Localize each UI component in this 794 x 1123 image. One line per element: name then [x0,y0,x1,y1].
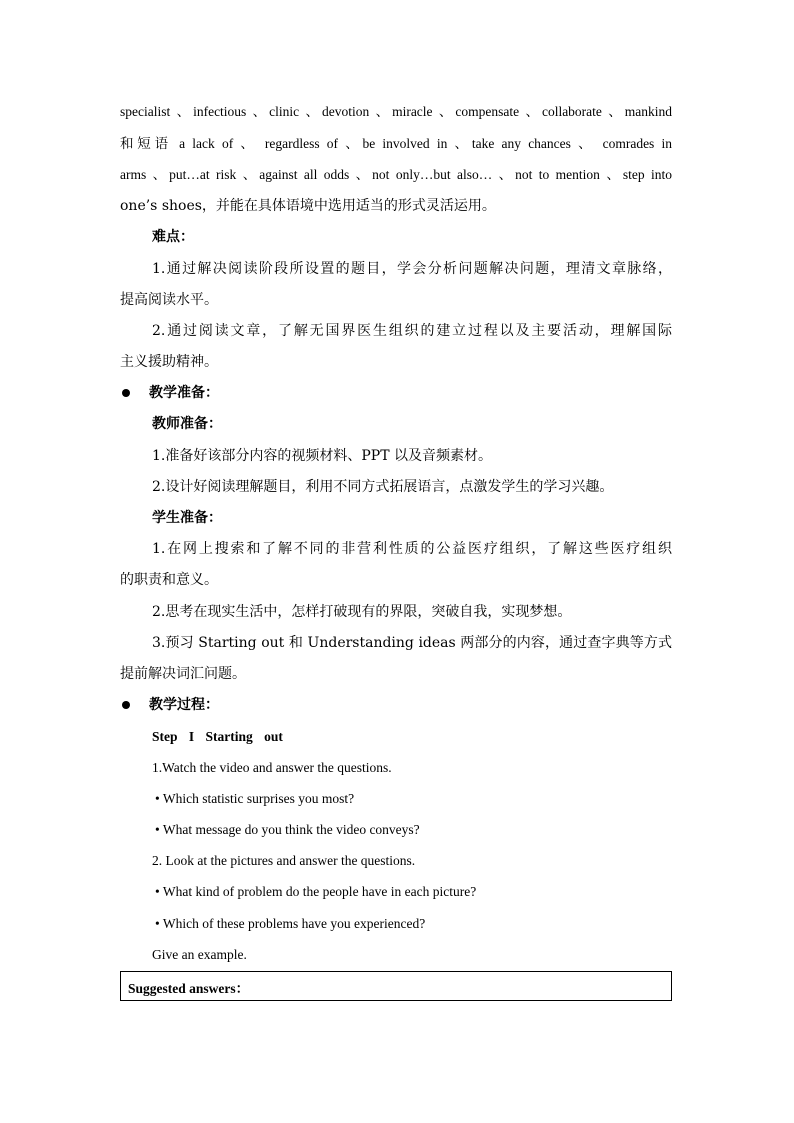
student-prep-heading: 学生准备： [152,510,222,526]
bullet-icon [122,701,130,709]
bullet-icon [122,389,130,397]
task-2-question-3: Give an example. [152,947,247,962]
task-1: 1.Watch the video and answer the questions. [152,760,392,775]
difficulty-1-line-2: 提高阅读水平。 [120,292,218,308]
student-prep-item-1-line-2: 的职责和意义。 [120,572,218,588]
difficulty-1-line-1: 1.通过解决阅读阶段所设置的题目，学会分析问题解决问题，理清文章脉络， [152,261,672,277]
vocab-line-3: arms 、put…at risk 、against all odds 、not only…but also… 、not to mention 、step into [120,167,672,182]
suggested-answers-label: Suggested answers： [128,981,250,996]
student-prep-item-2: 2.思考在现实生活中，怎样打破现有的界限，突破自我，实现梦想。 [152,604,572,620]
student-prep-item-1-line-1: 1.在网上搜索和了解不同的非营利性质的公益医疗组织，了解这些医疗组织 [152,541,672,557]
task-2: 2. Look at the pictures and answer the questions. [152,853,416,868]
difficulty-2-line-2: 主义援助精神。 [120,354,218,370]
step-title: Step I Starting out [152,729,283,744]
difficulty-2-line-1: 2.通过阅读文章，了解无国界医生组织的建立过程以及主要活动，理解国际 [152,323,672,339]
vocab-line-2: 和短语 a lack of 、 regardless of 、be involved in 、take any chances 、 comrades in [120,136,672,151]
teacher-prep-item-1: 1.准备好该部分内容的视频材料、PPT 以及音频素材。 [152,448,492,464]
difficulties-heading: 难点： [152,229,194,245]
teacher-prep-heading: 教师准备： [152,416,222,432]
teacher-prep-item-2: 2.设计好阅读理解题目，利用不同方式拓展语言，点激发学生的学习兴趣。 [152,479,614,495]
process-heading: 教学过程： [149,697,219,713]
suggested-answers-box [120,971,672,1001]
vocab-line-4: one’s shoes，并能在具体语境中选用适当的形式灵活运用。 [120,198,496,214]
student-prep-item-3-line-1: 3.预习 Starting out 和 Understanding ideas 两部分的内容，通过查字典等方式 [152,635,672,651]
task-1-question-2: • What message do you think the video conveys? [155,822,420,837]
task-2-question-2: • Which of these problems have you experienced? [155,916,426,931]
task-1-question-1: • Which statistic surprises you most? [155,791,355,806]
task-2-question-1: • What kind of problem do the people have in each picture? [155,884,477,899]
preparation-heading: 教学准备： [149,385,219,401]
student-prep-item-3-line-2: 提前解决词汇问题。 [120,666,246,682]
vocab-line-1: specialist 、infectious 、clinic 、devotion 、miracle 、compensate 、collaborate 、mankind [120,104,672,119]
